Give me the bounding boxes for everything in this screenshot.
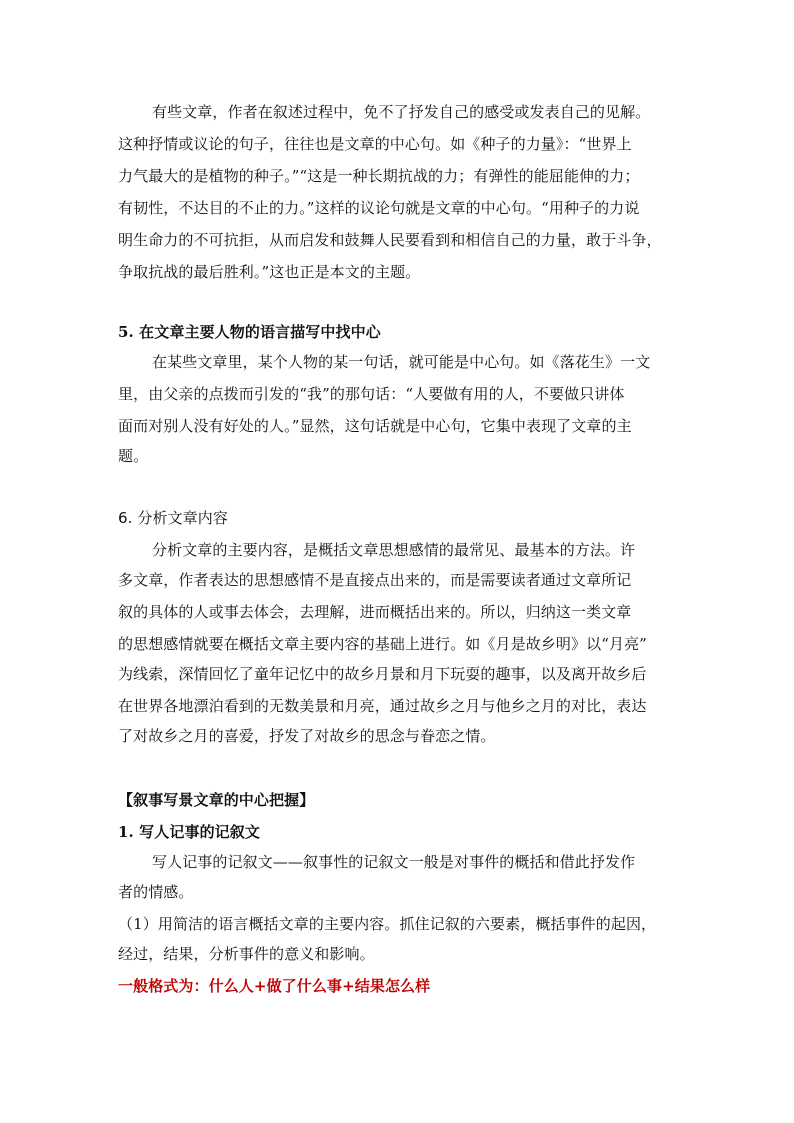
paragraph-line: 经过，结果，分析事件的意义和影响。 bbox=[118, 945, 375, 963]
paragraph-line: 力气最大的是植物的种子。”“这是一种长期抗战的力；有弹性的能屈能伸的力； bbox=[118, 167, 640, 185]
paragraph-line: 里，由父亲的点拨而引发的“我”的那句话：“人要做有用的人，不要做只讲体 bbox=[118, 385, 625, 403]
paragraph-line: 多文章，作者表达的思想感情不是直接点出来的，而是需要读者通过文章所记 bbox=[118, 571, 632, 589]
section-title: 【叙事写景文章的中心把握】 bbox=[118, 791, 315, 809]
paragraph-line: 有韧性，不达目的不止的力。”这样的议论句就是文章的中心句。“用种子的力说 bbox=[118, 199, 640, 217]
section-heading: 1. 写人记事的记叙文 bbox=[118, 823, 260, 841]
paragraph-line: 写人记事的记叙文——叙事性的记叙文一般是对事件的概括和借此抒发作 bbox=[152, 853, 636, 871]
paragraph-line: 了对故乡之月的喜爱，抒发了对故乡的思念与眷恋之情。 bbox=[118, 727, 496, 745]
paragraph-line: 为线索，深情回忆了童年记忆中的故乡月景和月下玩耍的趣事，以及离开故乡后 bbox=[118, 665, 647, 683]
paragraph-line: 在世界各地漂泊看到的无数美景和月亮，通过故乡之月与他乡之月的对比，表达 bbox=[118, 697, 647, 715]
paragraph-line: 在某些文章里，某个人物的某一句话，就可能是中心句。如《落花生》一文 bbox=[152, 353, 651, 371]
paragraph-line: 的思想感情就要在概括文章主要内容的基础上进行。如《月是故乡明》以“月亮” bbox=[118, 635, 647, 653]
paragraph-line: 争取抗战的最后胜利。”这也正是本文的主题。 bbox=[118, 263, 421, 281]
paragraph-line: 叙的具体的人或事去体会，去理解，进而概括出来的。所以，归纳这一类文章 bbox=[118, 603, 632, 621]
paragraph-line: 者的情感。 bbox=[118, 883, 194, 901]
paragraph-line: 题。 bbox=[118, 447, 149, 465]
section-heading: 5. 在文章主要人物的语言描写中找中心 bbox=[118, 323, 381, 341]
section-heading: 6. 分析文章内容 bbox=[118, 509, 228, 527]
paragraph-line: 分析文章的主要内容，是概括文章思想感情的最常见、最基本的方法。许 bbox=[152, 541, 636, 559]
paragraph-line: （1）用简洁的语言概括文章的主要内容。抓住记叙的六要素，概括事件的起因， bbox=[118, 915, 657, 933]
paragraph-line: 这种抒情或议论的句子，往往也是文章的中心句。如《种子的力量》：“世界上 bbox=[118, 135, 632, 153]
paragraph-line: 有些文章，作者在叙述过程中，免不了抒发自己的感受或发表自己的见解。 bbox=[152, 103, 651, 121]
paragraph-line: 明生命力的不可抗拒，从而启发和鼓舞人民要看到和相信自己的力量，敢于斗争， bbox=[118, 231, 662, 249]
paragraph-line: 面而对别人没有好处的人。”显然，这句话就是中心句，它集中表现了文章的主 bbox=[118, 417, 632, 435]
format-highlight: 一般格式为：什么人+做了什么事+结果怎么样 bbox=[118, 977, 431, 995]
